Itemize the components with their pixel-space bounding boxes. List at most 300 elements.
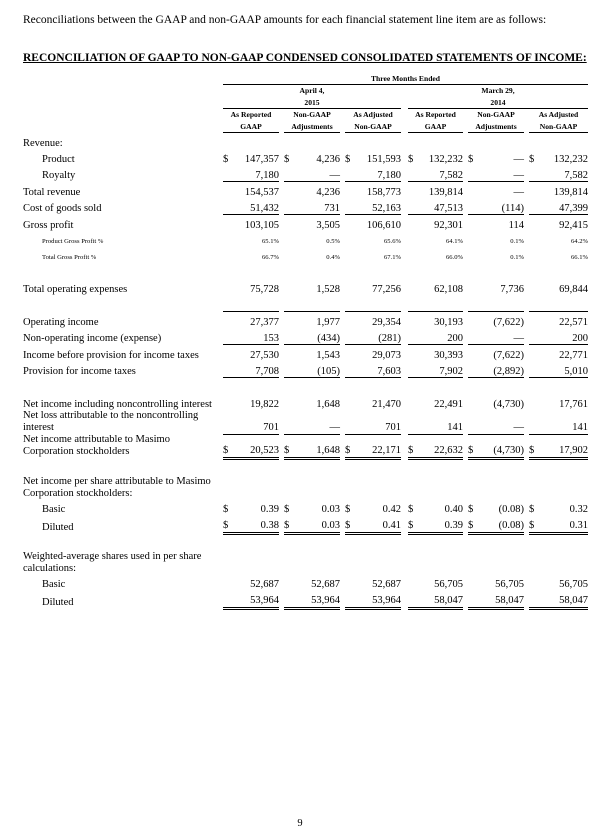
cell-value	[478, 551, 524, 575]
cell-value: (2,892)	[478, 361, 524, 378]
currency-symbol: $	[223, 434, 232, 458]
cell-value: 147,357	[244, 153, 279, 165]
cell-value: 22,491	[434, 398, 463, 410]
cell-value	[478, 476, 524, 500]
currency-symbol	[284, 394, 294, 410]
row-label: Non-operating income (expense)	[23, 333, 162, 344]
currency-symbol	[408, 410, 417, 434]
period-2-header	[408, 85, 588, 109]
currency-symbol	[345, 345, 355, 362]
currency-symbol: $	[529, 434, 539, 458]
currency-symbol	[408, 279, 417, 295]
row-label: Gross profit	[23, 219, 74, 231]
row-label: Total operating expenses	[23, 283, 128, 295]
table-row	[23, 345, 588, 362]
currency-symbol: $	[223, 516, 232, 534]
column-header: As Reported GAAP	[223, 109, 279, 133]
currency-symbol	[223, 182, 232, 199]
row-spacer	[23, 533, 588, 551]
currency-symbol: $	[223, 504, 229, 515]
currency-symbol	[345, 165, 355, 182]
currency-symbol	[408, 198, 417, 215]
row-label: Cost of goods sold	[23, 203, 102, 214]
cell-value: 1,648	[316, 398, 340, 410]
currency-symbol	[408, 591, 417, 609]
table-row	[23, 215, 588, 232]
cell-value: 106,610	[366, 219, 401, 231]
currency-symbol: $	[284, 504, 290, 515]
cell-value: 64.2%	[570, 237, 588, 245]
currency-symbol	[468, 215, 478, 232]
row-label: Product	[42, 153, 75, 165]
intro-text: Reconciliations between the GAAP and non-GAAP amounts for each financial statement line item are as follows:	[23, 14, 547, 26]
table-row	[23, 198, 588, 215]
currency-symbol	[345, 591, 355, 609]
cell-value	[294, 476, 340, 500]
cell-value	[232, 133, 279, 150]
period-1-line1: April 4,	[299, 86, 325, 95]
column-header: Non-GAAP Adjustments	[468, 109, 524, 133]
currency-symbol	[345, 133, 355, 150]
cell-value	[232, 551, 279, 575]
currency-symbol	[345, 575, 355, 591]
cell-value: 56,705	[559, 579, 588, 590]
currency-symbol	[345, 312, 355, 329]
currency-symbol	[529, 345, 539, 362]
currency-symbol	[284, 198, 294, 215]
table-row	[23, 133, 588, 150]
cell-value: 47,513	[417, 198, 463, 215]
currency-symbol	[529, 591, 539, 609]
cell-value: 0.1%	[510, 253, 524, 261]
currency-symbol	[529, 410, 539, 434]
cell-value: 153	[232, 328, 279, 345]
currency-symbol	[223, 410, 232, 434]
cell-value	[539, 476, 588, 500]
row-label: Operating income	[23, 316, 99, 328]
currency-symbol	[284, 231, 294, 247]
cell-value	[355, 476, 401, 500]
currency-symbol	[408, 215, 417, 232]
row-label: Net income attributable to Masimo Corporation stockholders	[23, 434, 170, 457]
cell-value: 56,705	[495, 579, 524, 590]
currency-symbol	[529, 247, 539, 263]
cell-value: 53,964	[294, 591, 340, 609]
currency-symbol	[408, 133, 417, 150]
cell-value: 154,537	[244, 186, 279, 198]
cell-value: 21,470	[372, 398, 401, 410]
currency-symbol	[529, 182, 539, 199]
row-label: Diluted	[42, 596, 74, 608]
cell-value: 132,232	[428, 153, 463, 165]
currency-symbol	[408, 328, 417, 345]
period-header: Three Months Ended	[223, 68, 588, 85]
row-label: Net income per share attributable to Masimo Corporation stockholders:	[23, 475, 211, 499]
cell-value: 7,582	[417, 165, 463, 182]
currency-symbol	[223, 165, 232, 182]
cell-value: 0.39	[417, 516, 463, 534]
cell-value: (7,622)	[478, 312, 524, 329]
cell-value: —	[294, 165, 340, 182]
currency-symbol	[408, 182, 417, 199]
cell-value	[294, 133, 340, 150]
cell-value: 114	[508, 219, 524, 231]
currency-symbol	[529, 575, 539, 591]
period-2-line1: March 29,	[481, 86, 515, 95]
cell-value: 29,354	[355, 312, 401, 329]
cell-value: 0.42	[382, 504, 401, 515]
currency-symbol	[345, 476, 355, 500]
cell-value: 22,571	[539, 312, 588, 329]
cell-value: 47,399	[539, 198, 588, 215]
cell-value: 731	[294, 198, 340, 215]
row-spacer	[23, 378, 588, 395]
currency-symbol	[468, 247, 478, 263]
currency-symbol	[345, 328, 355, 345]
currency-symbol: $	[468, 516, 478, 534]
cell-value: (4,730)	[478, 434, 524, 458]
currency-symbol	[468, 575, 478, 591]
cell-value: 0.38	[232, 516, 279, 534]
row-label: Diluted	[42, 521, 74, 533]
currency-symbol	[468, 198, 478, 215]
row-spacer	[23, 263, 588, 279]
currency-symbol	[284, 575, 294, 591]
page-number: 9	[297, 818, 303, 829]
row-label: Royalty	[42, 170, 76, 181]
currency-symbol	[284, 551, 294, 575]
cell-value: 27,530	[250, 349, 279, 361]
cell-value	[539, 133, 588, 150]
row-label: Basic	[42, 504, 66, 515]
cell-value: 92,301	[434, 219, 463, 231]
cell-value: 29,073	[372, 349, 401, 361]
row-label: Net loss attributable to the noncontrolling interest	[23, 410, 199, 433]
table-row	[23, 476, 588, 500]
cell-value	[417, 551, 463, 575]
cell-value: —	[513, 153, 524, 165]
cell-value: 17,761	[559, 398, 588, 410]
currency-symbol	[223, 575, 232, 591]
row-label: Basic	[42, 579, 66, 590]
currency-symbol	[408, 312, 417, 329]
cell-value: 75,728	[250, 283, 279, 295]
currency-symbol	[468, 312, 478, 329]
currency-symbol	[468, 345, 478, 362]
currency-symbol	[223, 215, 232, 232]
currency-symbol	[223, 394, 232, 410]
currency-symbol	[223, 345, 232, 362]
row-label: Revenue:	[23, 137, 63, 149]
table-row	[23, 312, 588, 329]
cell-value: 22,171	[355, 434, 401, 458]
cell-value: 52,687	[372, 579, 401, 590]
cell-value: 0.40	[444, 504, 463, 515]
row-label: Weighted-average shares used in per share calculations:	[23, 550, 202, 574]
cell-value: 0.1%	[510, 237, 524, 245]
currency-symbol	[408, 231, 417, 247]
cell-value: 92,415	[559, 219, 588, 231]
currency-symbol	[223, 133, 232, 150]
currency-symbol	[408, 361, 417, 378]
cell-value: 52,687	[311, 579, 340, 590]
currency-symbol	[284, 182, 294, 199]
cell-value: —	[478, 165, 524, 182]
currency-symbol: $	[468, 504, 474, 515]
currency-symbol	[223, 231, 232, 247]
cell-value: 66.0%	[445, 253, 463, 261]
currency-symbol	[468, 476, 478, 500]
currency-symbol	[223, 198, 232, 215]
currency-symbol: $	[408, 434, 417, 458]
currency-symbol	[284, 345, 294, 362]
table-row	[23, 500, 588, 516]
currency-symbol: $	[529, 516, 539, 534]
currency-symbol	[529, 551, 539, 575]
cell-value: 200	[539, 328, 588, 345]
currency-symbol	[345, 410, 355, 434]
currency-symbol	[223, 551, 232, 575]
column-header: As Adjusted Non-GAAP	[529, 109, 588, 133]
currency-symbol	[529, 476, 539, 500]
currency-symbol	[284, 328, 294, 345]
currency-symbol	[468, 182, 478, 199]
table-row	[23, 394, 588, 410]
currency-symbol: $	[408, 153, 414, 165]
cell-value: (434)	[294, 328, 340, 345]
reconciliation-table	[23, 68, 588, 610]
cell-value: 30,193	[417, 312, 463, 329]
cell-value: 0.32	[569, 504, 588, 515]
currency-symbol: $	[284, 516, 294, 534]
cell-value: 58,047	[539, 591, 588, 609]
table-row	[23, 279, 588, 295]
currency-symbol	[284, 361, 294, 378]
column-header: As Reported GAAP	[408, 109, 463, 133]
cell-value: 52,687	[250, 579, 279, 590]
cell-value: 53,964	[355, 591, 401, 609]
cell-value: 7,902	[417, 361, 463, 378]
cell-value: 66.1%	[570, 253, 588, 261]
currency-symbol	[284, 279, 294, 295]
table-row	[23, 328, 588, 345]
cell-value: 66.7%	[261, 253, 279, 261]
currency-symbol	[468, 394, 478, 410]
currency-symbol	[468, 591, 478, 609]
section-heading: RECONCILIATION OF GAAP TO NON-GAAP CONDENSED CONSOLIDATED STATEMENTS OF INCOME:	[23, 52, 587, 64]
cell-value: 65.6%	[383, 237, 401, 245]
cell-value: 52,163	[355, 198, 401, 215]
cell-value: 22,632	[417, 434, 463, 458]
row-spacer	[23, 295, 588, 312]
cell-value: 4,236	[316, 153, 340, 165]
currency-symbol: $	[408, 516, 417, 534]
currency-symbol	[345, 361, 355, 378]
currency-symbol: $	[345, 434, 355, 458]
table-row	[23, 516, 588, 534]
currency-symbol	[408, 165, 417, 182]
currency-symbol	[223, 247, 232, 263]
currency-symbol: $	[529, 504, 535, 515]
currency-symbol	[284, 312, 294, 329]
cell-value	[417, 476, 463, 500]
cell-value: 27,377	[232, 312, 279, 329]
currency-symbol	[529, 165, 539, 182]
cell-value: 0.03	[321, 504, 340, 515]
cell-value	[539, 551, 588, 575]
currency-symbol	[345, 551, 355, 575]
cell-value: (4,730)	[493, 398, 524, 410]
currency-symbol	[468, 361, 478, 378]
currency-symbol: $	[345, 516, 355, 534]
currency-symbol	[529, 133, 539, 150]
currency-symbol	[529, 279, 539, 295]
cell-value: 7,736	[500, 283, 524, 295]
cell-value: 0.4%	[326, 253, 340, 261]
currency-symbol	[284, 165, 294, 182]
row-label: Provision for income taxes	[23, 366, 136, 377]
cell-value: (105)	[294, 361, 340, 378]
currency-symbol	[223, 279, 232, 295]
currency-symbol	[284, 591, 294, 609]
row-label: Net income including noncontrolling interest	[23, 398, 212, 410]
cell-value: 77,256	[372, 283, 401, 295]
cell-value: 132,232	[553, 153, 588, 165]
cell-value: 17,902	[539, 434, 588, 458]
cell-value: 58,047	[478, 591, 524, 609]
table-row	[23, 165, 588, 182]
currency-symbol: $	[468, 153, 474, 165]
cell-value: 4,236	[316, 186, 340, 198]
cell-value: 7,603	[355, 361, 401, 378]
currency-symbol	[468, 231, 478, 247]
cell-value: 701	[355, 410, 401, 434]
cell-value	[355, 551, 401, 575]
cell-value: (114)	[478, 198, 524, 215]
currency-symbol: $	[408, 504, 414, 515]
table-row	[23, 410, 588, 434]
currency-symbol	[408, 575, 417, 591]
table-row	[23, 247, 588, 263]
currency-symbol	[284, 476, 294, 500]
currency-symbol	[408, 394, 417, 410]
row-label: Total revenue	[23, 186, 81, 198]
cell-value: 51,432	[232, 198, 279, 215]
currency-symbol	[223, 361, 232, 378]
period-2-line2: 2014	[490, 97, 506, 107]
cell-value: 701	[232, 410, 279, 434]
row-label: Total Gross Profit %	[42, 253, 97, 261]
cell-value: 65.1%	[261, 237, 279, 245]
cell-value: 139,814	[553, 186, 588, 198]
currency-symbol	[345, 182, 355, 199]
period-1-header	[223, 85, 401, 109]
currency-symbol	[408, 476, 417, 500]
table-row	[23, 551, 588, 575]
cell-value: 0.5%	[326, 237, 340, 245]
cell-value: 1,543	[316, 349, 340, 361]
cell-value: 7,708	[232, 361, 279, 378]
currency-symbol	[345, 247, 355, 263]
currency-symbol: $	[345, 153, 351, 165]
cell-value: 53,964	[232, 591, 279, 609]
currency-symbol: $	[284, 153, 290, 165]
cell-value: 7,180	[355, 165, 401, 182]
currency-symbol	[529, 215, 539, 232]
currency-symbol: $	[223, 153, 229, 165]
currency-symbol: $	[345, 504, 351, 515]
table-row	[23, 231, 588, 247]
currency-symbol: $	[284, 434, 294, 458]
currency-symbol	[468, 133, 478, 150]
cell-value: 151,593	[366, 153, 401, 165]
currency-symbol	[345, 198, 355, 215]
currency-symbol	[408, 247, 417, 263]
currency-symbol	[468, 410, 478, 434]
cell-value: 0.03	[294, 516, 340, 534]
cell-value: 7,180	[232, 165, 279, 182]
cell-value: 0.31	[539, 516, 588, 534]
table-row	[23, 149, 588, 165]
cell-value: 5,010	[539, 361, 588, 378]
currency-symbol	[345, 394, 355, 410]
currency-symbol	[284, 410, 294, 434]
currency-symbol	[284, 247, 294, 263]
row-label: Product Gross Profit %	[42, 237, 104, 245]
cell-value: 67.1%	[383, 253, 401, 261]
currency-symbol	[529, 198, 539, 215]
currency-symbol	[223, 312, 232, 329]
currency-symbol	[345, 279, 355, 295]
currency-symbol	[529, 361, 539, 378]
currency-symbol	[468, 165, 478, 182]
cell-value: 0.39	[260, 504, 279, 515]
cell-value: 103,105	[244, 219, 279, 231]
cell-value: 158,773	[366, 186, 401, 198]
cell-value: 62,108	[434, 283, 463, 295]
cell-value: 1,528	[316, 283, 340, 295]
cell-value: (0.08)	[478, 516, 524, 534]
table-row	[23, 182, 588, 199]
column-header: As Adjusted Non-GAAP	[345, 109, 401, 133]
cell-value: 141	[539, 410, 588, 434]
cell-value: 20,523	[232, 434, 279, 458]
period-1-line2: 2015	[304, 97, 320, 107]
cell-value: —	[478, 328, 524, 345]
currency-symbol: $	[529, 153, 535, 165]
currency-symbol	[223, 476, 232, 500]
currency-symbol	[468, 279, 478, 295]
currency-symbol: $	[468, 434, 478, 458]
cell-value: 141	[417, 410, 463, 434]
currency-symbol	[529, 231, 539, 247]
cell-value: 19,822	[250, 398, 279, 410]
currency-symbol	[408, 551, 417, 575]
cell-value	[355, 133, 401, 150]
currency-symbol	[529, 394, 539, 410]
currency-symbol	[529, 328, 539, 345]
currency-symbol	[284, 133, 294, 150]
cell-value: 3,505	[316, 219, 340, 231]
table-row	[23, 434, 588, 458]
currency-symbol	[529, 312, 539, 329]
cell-value: 200	[417, 328, 463, 345]
cell-value: (281)	[355, 328, 401, 345]
cell-value: 56,705	[434, 579, 463, 590]
cell-value: —	[294, 410, 340, 434]
currency-symbol	[468, 551, 478, 575]
cell-value: 64.1%	[445, 237, 463, 245]
